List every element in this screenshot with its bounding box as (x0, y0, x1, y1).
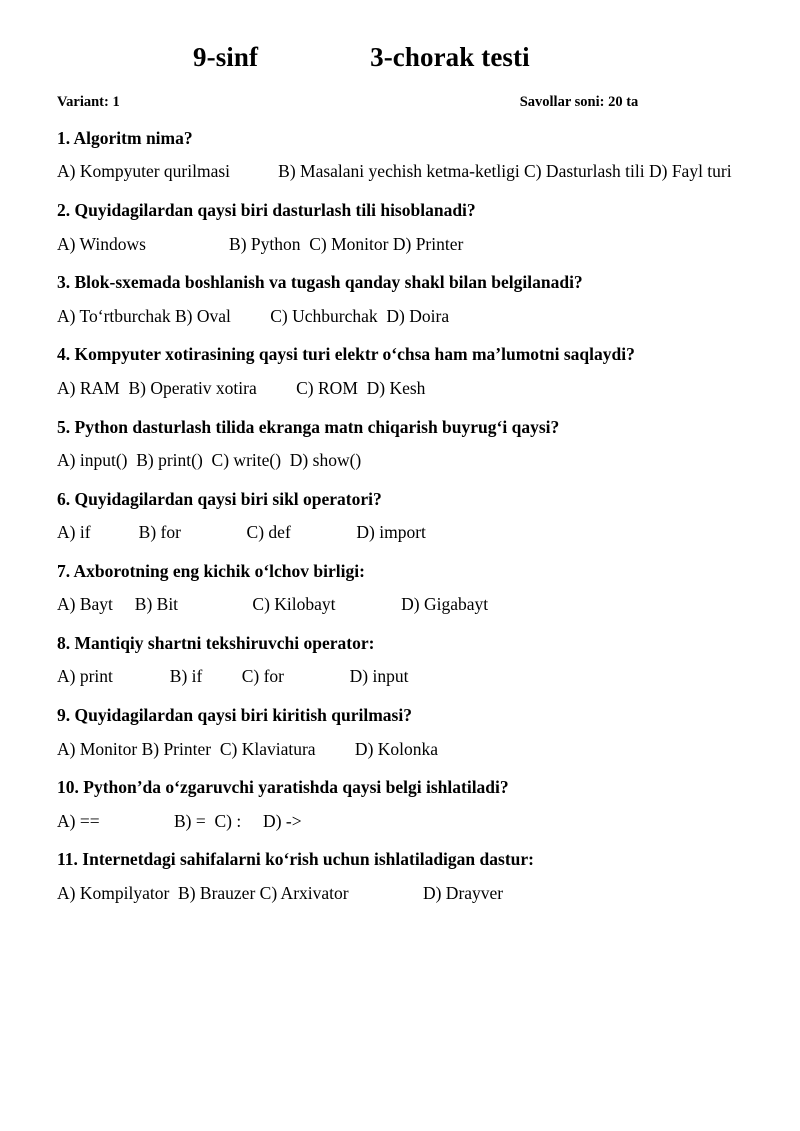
question-options: A) input() B) print() C) write() D) show() (57, 449, 362, 470)
question-count-label: Savollar soni: 20 ta (519, 94, 639, 110)
document-meta (57, 94, 743, 111)
document-title (57, 0, 743, 73)
question-block (57, 416, 743, 472)
question-block (57, 848, 743, 904)
question-block (57, 776, 743, 832)
question-options: A) Toʻrtburchak B) Oval C) Uchburchak D) Doira (57, 305, 450, 326)
question-options: A) Windows B) Python C) Monitor D) Printer (57, 233, 464, 254)
question-text: 1. Algoritm nima? (57, 128, 193, 148)
question-options: A) Monitor B) Printer C) Klaviatura D) Kolonka (57, 738, 439, 759)
question-text: 9. Quyidagilardan qaysi biri kiritish qurilmasi? (57, 705, 412, 726)
question-text: 2. Quyidagilardan qaysi biri dasturlash tili hisoblanadi? (57, 200, 476, 221)
question-text: 8. Mantiqiy shartni tekshiruvchi operator: (57, 632, 375, 653)
question-text: 10. Python’da oʻzgaruvchi yaratishda qaysi belgi ishlatiladi? (57, 777, 509, 798)
question-options: A) Kompyuter qurilmasi B) Masalani yechish ketma-ketligi C) Dasturlash tili D) Fayl turi (57, 161, 732, 182)
question-options: A) if B) for C) def D) import (57, 522, 426, 543)
variant-label: Variant: 1 (57, 94, 120, 110)
question-options: A) Bayt B) Bit C) Kilobayt D) Gigabayt (57, 594, 489, 615)
question-block (57, 560, 743, 616)
title-grade: 9-sinf (193, 42, 259, 72)
question-options: A) == B) = C) : D) -> (57, 810, 302, 831)
question-options: A) print B) if C) for D) input (57, 666, 409, 687)
question-block (57, 199, 743, 255)
question-block (57, 632, 743, 688)
question-block (57, 704, 743, 760)
question-options: A) RAM B) Operativ xotira C) ROM D) Kesh (57, 377, 426, 398)
question-block (57, 488, 743, 544)
question-options: A) Kompilyator B) Brauzer C) Arxivator D) Drayver (57, 882, 504, 903)
question-text: 11. Internetdagi sahifalarni koʻrish uchun ishlatiladigan dastur: (57, 849, 534, 870)
question-text: 4. Kompyuter xotirasining qaysi turi elektr oʻchsa ham maʼlumotni saqlaydi? (57, 344, 635, 365)
question-text: 6. Quyidagilardan qaysi biri sikl operatori? (57, 488, 382, 509)
title-term: 3-chorak testi (370, 42, 530, 72)
question-text: 5. Python dasturlash tilida ekranga matn chiqarish buyrugʻi qaysi? (57, 416, 560, 437)
question-text: 3. Blok-sxemada boshlanish va tugash qanday shakl bilan belgilanadi? (57, 272, 583, 293)
question-block (57, 127, 743, 183)
question-block (57, 343, 743, 399)
question-block (57, 271, 743, 327)
question-text: 7. Axborotning eng kichik oʻlchov birligi: (57, 560, 365, 581)
